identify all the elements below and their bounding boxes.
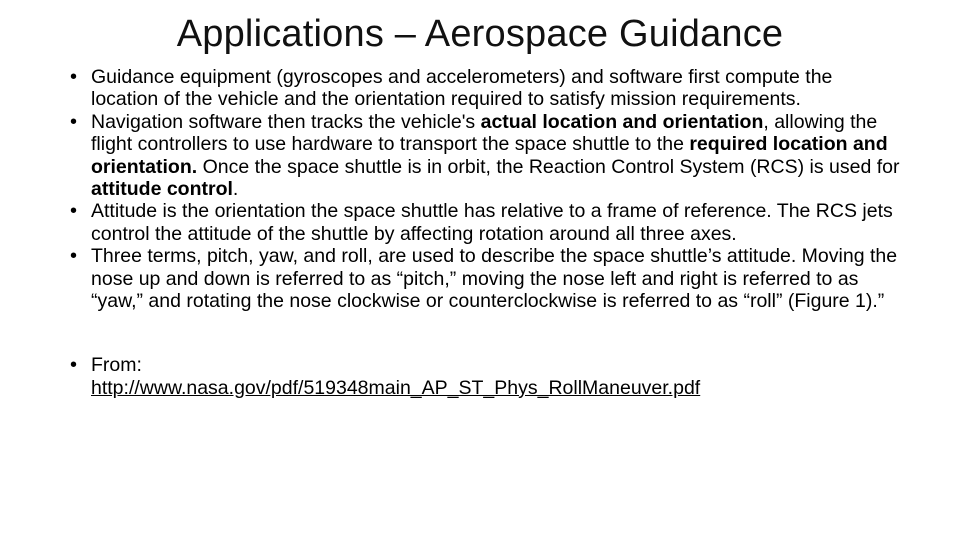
bullet-item-guidance-equipment	[70, 66, 900, 111]
slide-title: Applications – Aerospace Guidance	[176, 13, 784, 55]
bullet-item-navigation-software	[70, 111, 900, 201]
bullet-text: Three terms, pitch, yaw, and roll, are used to describe the space shuttle’s attitude. Moving the nose up and down is referred to as “pitch,” moving the nose left and right is referred to as “yaw,” and rotating the nose clockwise or counterclockwise is referred to as “roll” (Figure 1).”	[91, 245, 898, 313]
source-link[interactable]: http://www.nasa.gov/pdf/519348main_AP_ST_Phys_RollManeuver.pdf	[91, 376, 701, 399]
source-label: From:	[91, 354, 142, 377]
bullet-item-pitch-yaw-roll	[70, 245, 900, 312]
bullet-text: Once the space shuttle is in orbit, the Reaction Control System (RCS) is used for	[197, 155, 900, 178]
bullet-list	[70, 66, 900, 399]
bold-text: required location and orientation.	[91, 133, 888, 178]
bullet-text: , allowing the flight controllers to use hardware to transport the space shuttle to the	[91, 110, 878, 156]
bullet-text: Navigation software then tracks the vehicle's	[91, 110, 481, 133]
bold-text: actual location and orientation	[480, 110, 764, 133]
bullet-text: Guidance equipment (gyroscopes and accelerometers) and software first compute the location of the vehicle and the orientation required to satisfy mission requirements.	[91, 66, 833, 111]
bold-text: attitude control	[91, 178, 233, 201]
bullet-text: .	[232, 178, 239, 201]
bullet-item-source	[70, 354, 900, 399]
bullet-text: Attitude is the orientation the space shuttle has relative to a frame of reference. The RCS jets control the attitude of the shuttle by affecting rotation around all three axes.	[91, 200, 893, 245]
bullet-item-attitude	[70, 200, 900, 245]
